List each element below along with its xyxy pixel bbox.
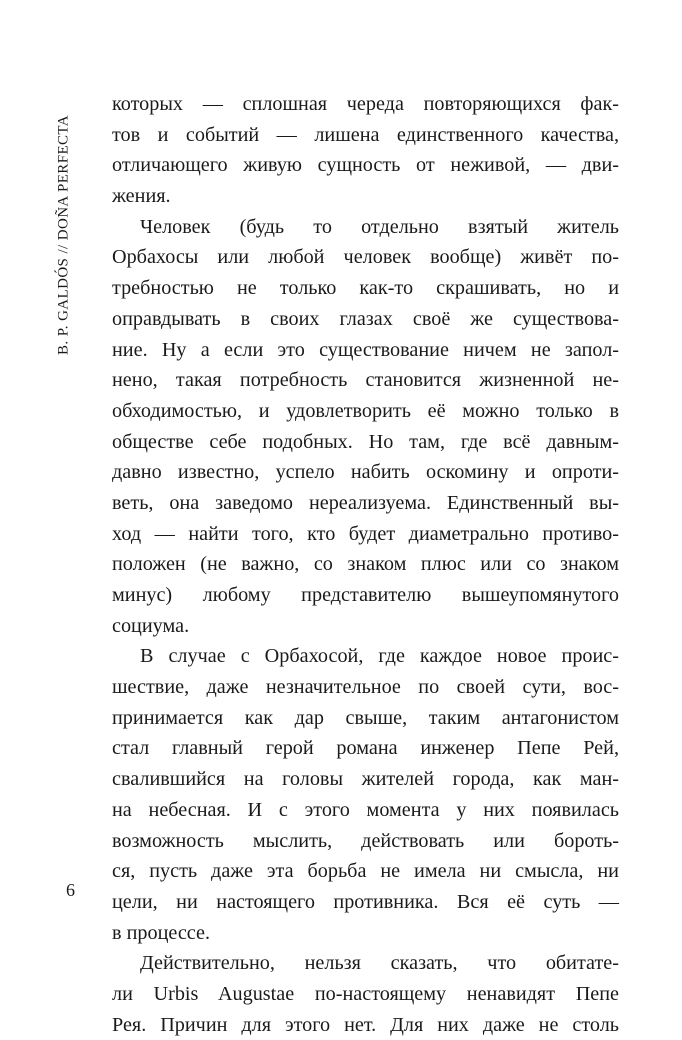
text-line: требностью не только как-то скрашивать, но и — [112, 277, 619, 300]
text-line: цели, ни настоящего противника. Вся её суть — — [112, 890, 619, 913]
text-line: отличающего живую сущность от неживой, — дви- — [112, 154, 619, 177]
text-line: давно известно, успело набить оскомину и опроти- — [112, 461, 619, 484]
text-line: Человек (будь то отдельно взятый житель — [140, 215, 619, 238]
text-line: ход — найти того, кто будет диаметрально противо- — [112, 522, 619, 545]
running-head — [54, 100, 74, 370]
text-line: стал главный герой романа инженер Пепе Рей, — [112, 737, 619, 760]
text-line: на небесная. И с этого момента у них появилась — [112, 798, 619, 821]
text-line: веть, она заведомо нереализуема. Единственный вы- — [112, 491, 619, 514]
text-line: нено, такая потребность становится жизненной не- — [112, 369, 619, 392]
text-line: социума. — [112, 614, 190, 637]
text-line: ли Urbis Augustae по-настоящему ненавидят Пепе — [112, 982, 619, 1005]
text-line: тов и событий — лишена единственного качества, — [112, 123, 619, 146]
text-line: Орбахосы или любой человек вообще) живёт по- — [112, 246, 619, 269]
text-line: ние. Ну а если это существование ничем не запол- — [112, 338, 619, 361]
text-line: ся, пусть даже эта борьба не имела ни смысла, ни — [112, 860, 619, 883]
text-line: обществе себе подобных. Но там, где всё давным- — [112, 430, 619, 453]
text-line: шествие, даже незначительное по своей сути, вос- — [112, 676, 619, 699]
text-line: Действительно, нельзя сказать, что обитате- — [140, 952, 619, 975]
text-line: принимается как дар свыше, таким антагонистом — [112, 706, 619, 729]
text-line: которых — сплошная череда повторяющихся фак- — [112, 93, 619, 115]
text-line: возможность мыслить, действовать или бороть- — [112, 829, 619, 852]
text-line: минус) любому представителю вышеупомянутого — [112, 584, 619, 606]
text-line: свалившийся на головы жителей города, как ман- — [112, 768, 619, 791]
text-line: жения. — [112, 185, 171, 208]
text-line: оправдывать в своих глазах своё же существова- — [112, 307, 619, 330]
text-line: положен (не важно, со знаком плюс или со знаком — [112, 553, 619, 576]
body-text — [112, 89, 619, 1040]
page-number: 6 — [66, 880, 75, 900]
text-line: в процессе. — [112, 921, 211, 944]
text-line: Рея. Причин для этого нет. Для них даже не столь — [112, 1013, 619, 1036]
text-line: обходимостью, и удовлетворить её можно только в — [112, 399, 619, 422]
running-head-text: B. P. GALDÓS // DOÑA PERFECTA — [55, 114, 72, 356]
text-line: В случае с Орбахосой, где каждое новое проис- — [140, 645, 619, 668]
